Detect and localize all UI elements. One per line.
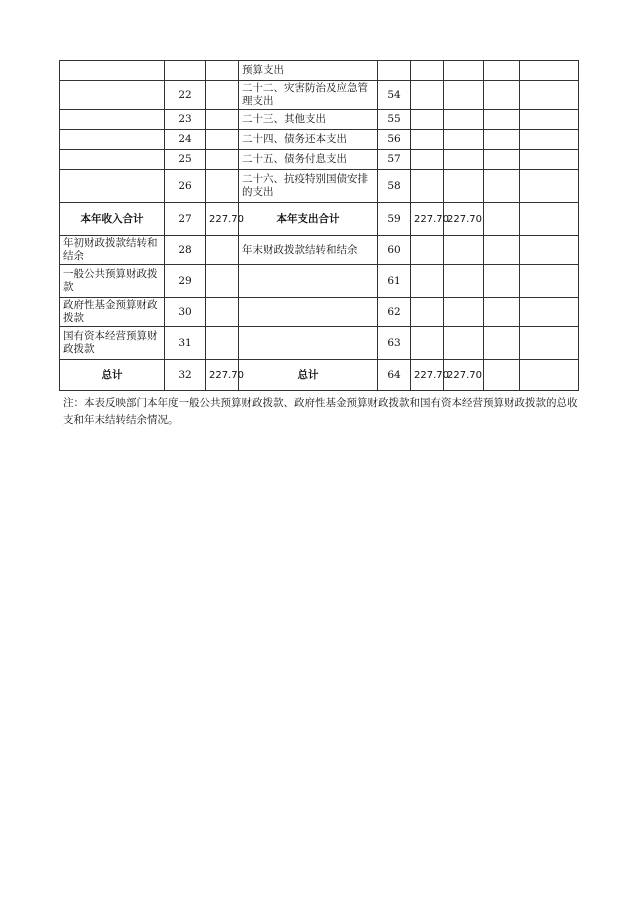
income-amount (206, 236, 239, 265)
expense-general-budget (444, 298, 484, 327)
expense-general-budget (444, 130, 484, 150)
expense-total (411, 61, 444, 81)
income-item: 一般公共预算财政拨款 (60, 265, 165, 298)
table-row (60, 203, 579, 236)
expense-state-capital (520, 203, 579, 236)
expense-gov-fund (484, 110, 520, 130)
expense-state-capital (520, 327, 579, 360)
expense-state-capital (520, 150, 579, 170)
expense-line-no: 55 (378, 110, 411, 130)
expense-item: 二十三、其他支出 (239, 110, 378, 130)
table-row (60, 327, 579, 360)
expense-item: 预算支出 (239, 61, 378, 81)
table-footnote: 注：本表反映部门本年度一般公共预算财政拨款、政府性基金预算财政拨款和国有资本经营预算财政拨款的总收支和年末结转结余情况。 (63, 397, 578, 426)
income-amount (206, 327, 239, 360)
income-amount (206, 170, 239, 203)
expense-gov-fund (484, 236, 520, 265)
income-amount (206, 81, 239, 110)
expense-line-no: 54 (378, 81, 411, 110)
income-item: 政府性基金预算财政拨款 (60, 298, 165, 327)
table-row (60, 265, 579, 298)
expense-line-no: 59 (378, 203, 411, 236)
income-subtotal-label: 本年收入合计 (60, 203, 165, 236)
expense-total: 227.70 (411, 203, 444, 236)
budget-table (59, 60, 579, 391)
expense-total (411, 150, 444, 170)
expense-state-capital (520, 236, 579, 265)
expense-gov-fund (484, 327, 520, 360)
expense-line-no: 64 (378, 360, 411, 391)
income-line-no (165, 61, 206, 81)
expense-total: 227.70 (411, 360, 444, 391)
income-item (60, 61, 165, 81)
income-item (60, 130, 165, 150)
expense-gov-fund (484, 265, 520, 298)
income-line-no: 27 (165, 203, 206, 236)
table-row (60, 130, 579, 150)
expense-item (239, 327, 378, 360)
expense-general-budget: 227.70 (444, 360, 484, 391)
expense-item: 年末财政拨款结转和结余 (239, 236, 378, 265)
table-row (60, 360, 579, 391)
table-row (60, 81, 579, 110)
expense-gov-fund (484, 298, 520, 327)
expense-line-no: 57 (378, 150, 411, 170)
expense-general-budget (444, 170, 484, 203)
expense-general-budget: 227.70 (444, 203, 484, 236)
expense-line-no: 61 (378, 265, 411, 298)
expense-state-capital (520, 360, 579, 391)
income-item (60, 110, 165, 130)
expense-state-capital (520, 298, 579, 327)
expense-item: 二十六、抗疫特别国债安排的支出 (239, 170, 378, 203)
expense-item: 二十五、债务付息支出 (239, 150, 378, 170)
expense-general-budget (444, 150, 484, 170)
income-amount: 227.70 (206, 360, 239, 391)
table-row (60, 298, 579, 327)
expense-line-no: 56 (378, 130, 411, 150)
expense-line-no: 62 (378, 298, 411, 327)
income-line-no: 23 (165, 110, 206, 130)
table-row (60, 61, 579, 81)
expense-total (411, 81, 444, 110)
income-line-no: 25 (165, 150, 206, 170)
table-row (60, 170, 579, 203)
income-item (60, 170, 165, 203)
table-row (60, 150, 579, 170)
income-amount (206, 265, 239, 298)
expense-gov-fund (484, 203, 520, 236)
expense-gov-fund (484, 170, 520, 203)
expense-line-no: 60 (378, 236, 411, 265)
expense-total (411, 298, 444, 327)
expense-total (411, 236, 444, 265)
table-row (60, 110, 579, 130)
income-line-no: 30 (165, 298, 206, 327)
income-amount (206, 298, 239, 327)
income-item: 国有资本经营预算财政拨款 (60, 327, 165, 360)
expense-state-capital (520, 81, 579, 110)
expense-state-capital (520, 130, 579, 150)
income-line-no: 29 (165, 265, 206, 298)
expense-general-budget (444, 327, 484, 360)
expense-line-no (378, 61, 411, 81)
expense-gov-fund (484, 61, 520, 81)
expense-total (411, 110, 444, 130)
expense-state-capital (520, 265, 579, 298)
income-item: 年初财政拨款结转和结余 (60, 236, 165, 265)
income-line-no: 24 (165, 130, 206, 150)
expense-general-budget (444, 265, 484, 298)
income-amount (206, 110, 239, 130)
income-line-no: 32 (165, 360, 206, 391)
income-amount (206, 150, 239, 170)
income-grand-total-label: 总计 (60, 360, 165, 391)
expense-line-no: 63 (378, 327, 411, 360)
income-line-no: 28 (165, 236, 206, 265)
expense-item: 二十二、灾害防治及应急管理支出 (239, 81, 378, 110)
income-line-no: 31 (165, 327, 206, 360)
expense-item (239, 298, 378, 327)
expense-general-budget (444, 236, 484, 265)
expense-state-capital (520, 170, 579, 203)
expense-gov-fund (484, 360, 520, 391)
income-item (60, 81, 165, 110)
expense-gov-fund (484, 150, 520, 170)
expense-subtotal-label: 本年支出合计 (239, 203, 378, 236)
income-line-no: 22 (165, 81, 206, 110)
expense-state-capital (520, 110, 579, 130)
income-item (60, 150, 165, 170)
expense-general-budget (444, 81, 484, 110)
expense-item: 二十四、债务还本支出 (239, 130, 378, 150)
expense-total (411, 130, 444, 150)
expense-item (239, 265, 378, 298)
expense-grand-total-label: 总计 (239, 360, 378, 391)
expense-general-budget (444, 61, 484, 81)
income-amount: 227.70 (206, 203, 239, 236)
expense-total (411, 327, 444, 360)
income-line-no: 26 (165, 170, 206, 203)
expense-total (411, 170, 444, 203)
income-amount (206, 130, 239, 150)
table-row (60, 236, 579, 265)
expense-total (411, 265, 444, 298)
expense-line-no: 58 (378, 170, 411, 203)
expense-general-budget (444, 110, 484, 130)
expense-state-capital (520, 61, 579, 81)
expense-gov-fund (484, 130, 520, 150)
expense-gov-fund (484, 81, 520, 110)
income-amount (206, 61, 239, 81)
